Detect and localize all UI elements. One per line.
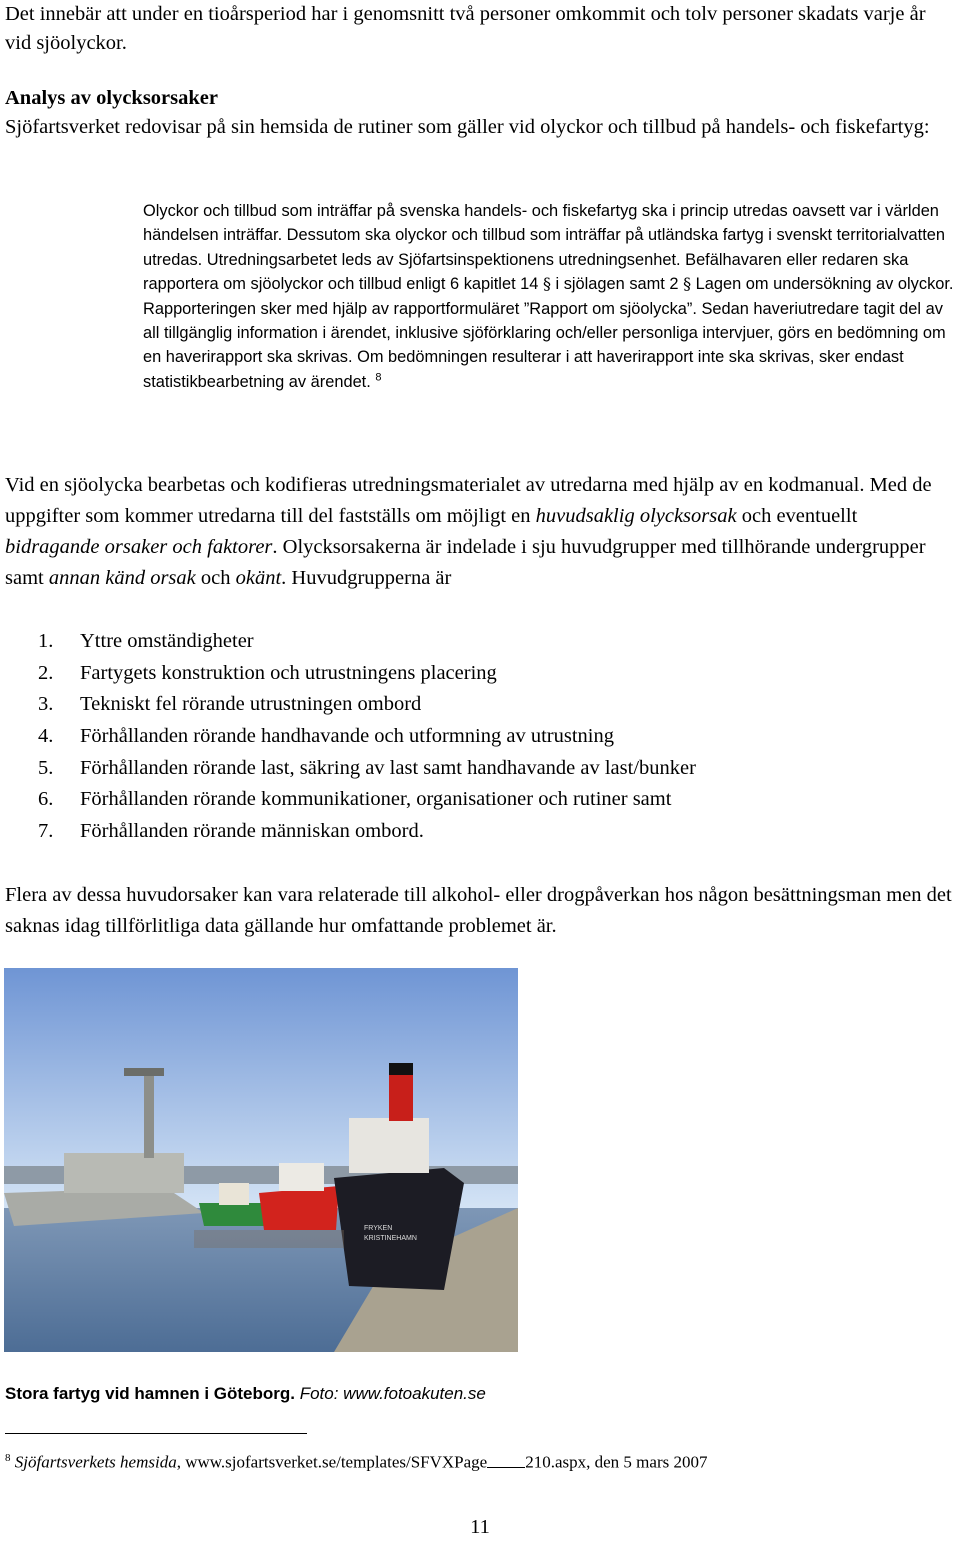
list-text: Förhållanden rörande människan ombord. [80,820,424,843]
footnote-underline [487,1452,525,1468]
top-paragraph: Det innebär att under en tioårsperiod har i genomsnitt två personer omkommit och tolv personer skadats varje år vid sjöolyckor. [5,3,926,54]
red-boat-cabin [279,1163,324,1191]
warship-radar [124,1068,164,1076]
main-italic-3: annan känd orsak [48,567,196,589]
main-text-1: Vid en sjöolycka bearbetas och kodifieras utredningsmaterialet av utredarna med hjälp av en kodmanual. Med de uppgifter som kommer utredarna till del fastställs om möjligt en [5,474,932,527]
list-text: Fartygets konstruktion och utrustningens placering [80,661,497,684]
harbor-photo [4,968,518,1352]
warship-superstructure [64,1153,184,1193]
water-reflection [194,1230,344,1248]
list-number: 7. [38,820,54,843]
main-text-3: . Olycksorsakerna är indelade i sju huvudgrupper med tillhörande undergrupper samt [5,536,926,589]
quote-part-1: Olyckor och tillbud som inträffar på svenska handels- och fiskefartyg ska i princip utredas oavsett var i världen händelsen inträffar. Dessutom ska olyckor och tillbud som inträffar på utländska fartyg i svenskt territorialvatten utredas. Utredningsarbetet leds av Sjöfartsinspektionens utredningsenhet. Befälhavaren eller redaren ska rapportera om sjöolyckor och tillbud enligt 6 kapitlet 14 [143,202,946,294]
ship-name-label: FRYKEN [364,1225,393,1232]
list-number: 1. [38,630,54,652]
main-text-4: och [195,567,236,589]
warship-mast [144,1068,154,1158]
footnote-reference: 8 [375,371,382,384]
list-text: Förhållanden rörande last, säkring av last samt handhavande av last/bunker [80,756,696,779]
list-number: 4. [38,725,54,748]
main-italic-1: huvudsaklig olycksorsak [535,505,737,527]
list-text: Förhållanden rörande kommunikationer, organisationer och rutiner samt [80,788,672,811]
list-number: 3. [38,693,54,716]
quote-part-3: Lagen om undersökning av olyckor. Rapporteringen sker med hjälp av rapportformuläret ”Rapport om sjöolycka”. Sedan haveriutredare tagit del av all tillgänglig information i ärendet, inklusive sjöförklaring och/eller personliga intervjuer, görs en bedömning om en haverirapport ska skrivas. Om bedömningen resulterar i att haverirapport inte ska skrivas, sker endast statistikbearbetning av ärendet. [143,275,954,391]
main-italic-2: bidragande orsaker och faktorer [5,536,273,558]
black-ship-bridge [349,1118,429,1173]
page-number: 11 [470,1516,490,1538]
list-number: 5. [38,756,54,779]
main-paragraph [5,470,955,594]
section-sign: § [683,274,692,294]
main-text-2: och eventuellt [736,505,858,527]
caption-credit: Foto: www.fotoakuten.se [294,1384,486,1403]
list-number: 6. [38,788,54,811]
black-ship-hull [334,1168,464,1290]
black-ship-funnel-top [389,1063,413,1075]
footnote-source: Sjöfartsverkets hemsida [14,1452,177,1472]
ship-port-label: KRISTINEHAMN [364,1235,417,1242]
footnote-divider [5,1433,307,1434]
list-number: 2. [38,661,54,684]
caption-bold: Stora fartyg vid hamnen i Göteborg. [5,1384,295,1403]
quoted-procedure [143,199,955,394]
intro-paragraph: Sjöfartsverket redovisar på sin hemsida de rutiner som gäller vid olyckor och tillbud på handels- och fiskefartyg: [5,116,930,138]
red-boat-hull [259,1186,339,1230]
section-heading: Analys av olycksorsaker [5,87,218,109]
footnote-text-1: , www.sjofartsverket.se/templates/SFVXPage [176,1452,488,1472]
footnote [5,1446,707,1475]
footnote-text-2: 210.aspx, den 5 mars 2007 [525,1452,708,1472]
list-text: Yttre omständigheter [80,630,254,652]
green-boat-cabin [219,1183,249,1205]
photo-caption [5,1382,486,1406]
list-text: Förhållanden rörande handhavande och utformning av utrustning [80,725,614,748]
main-text-5: . Huvudgrupperna är [281,567,452,589]
quote-part-2: i sjölagen samt 2 [550,275,684,294]
closing-paragraph: Flera av dessa huvudorsaker kan vara relaterade till alkohol- eller drogpåverkan hos någon besättningsman men det saknas idag tillförlitliga data gällande hur omfattande problemet är. [5,884,952,937]
section-sign: § [542,274,551,294]
list-text: Tekniskt fel rörande utrustningen ombord [80,693,422,716]
footnote-marker: 8 [5,1452,11,1464]
green-boat-hull [199,1203,269,1226]
main-italic-4: okänt [235,567,282,589]
